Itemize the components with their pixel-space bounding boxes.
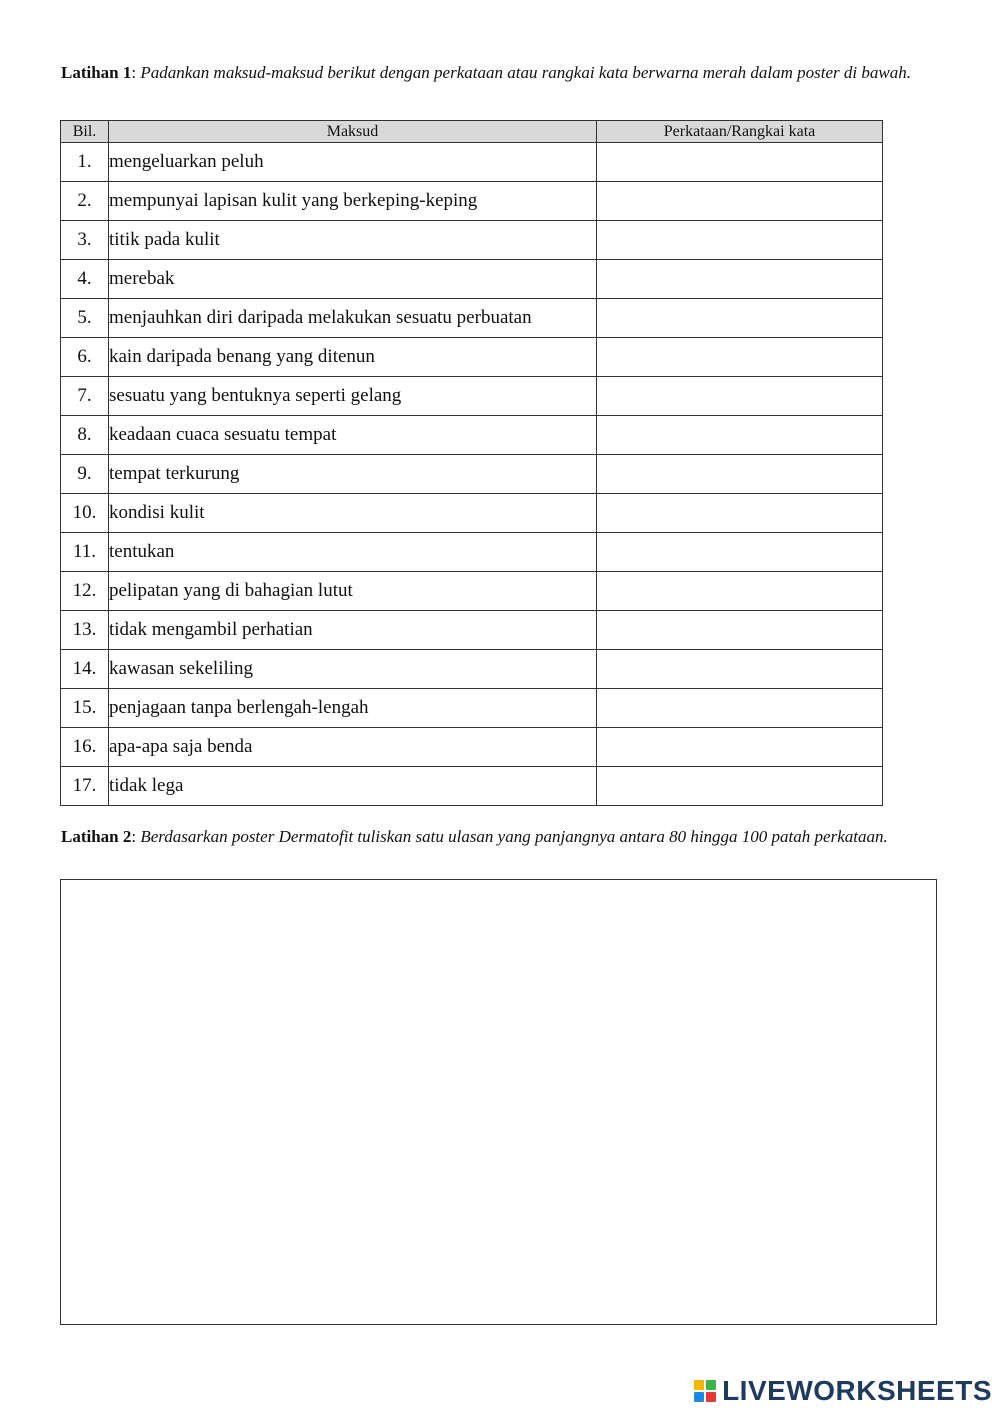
answer-cell[interactable] [597, 650, 883, 689]
table-row [61, 611, 883, 650]
table-row [61, 260, 883, 299]
table-row [61, 494, 883, 533]
row-maksud: kondisi kulit [109, 494, 597, 533]
header-bil: Bil. [61, 121, 109, 143]
row-number: 3. [61, 221, 109, 260]
table-row [61, 143, 883, 182]
answer-cell[interactable] [597, 416, 883, 455]
table-row [61, 377, 883, 416]
row-number: 5. [61, 299, 109, 338]
table-row [61, 299, 883, 338]
answer-cell[interactable] [597, 260, 883, 299]
row-maksud: kain daripada benang yang ditenun [109, 338, 597, 377]
row-maksud: mempunyai lapisan kulit yang berkeping-keping [109, 182, 597, 221]
row-number: 8. [61, 416, 109, 455]
row-number: 4. [61, 260, 109, 299]
latihan1-instruction [61, 61, 941, 84]
row-number: 12. [61, 572, 109, 611]
latihan2-separator: : [131, 827, 137, 846]
ulasan-answer-box[interactable] [60, 879, 937, 1325]
row-maksud: tempat terkurung [109, 455, 597, 494]
row-maksud: penjagaan tanpa berlengah-lengah [109, 689, 597, 728]
latihan2-title: Latihan 2 [61, 827, 132, 846]
row-maksud: apa-apa saja benda [109, 728, 597, 767]
latihan2-text: Berdasarkan poster Dermatofit tuliskan satu ulasan yang panjangnya antara 80 hingga 100 patah perkataan. [140, 827, 888, 846]
table-row [61, 416, 883, 455]
table-row [61, 767, 883, 806]
row-maksud: sesuatu yang bentuknya seperti gelang [109, 377, 597, 416]
answer-cell[interactable] [597, 728, 883, 767]
answer-cell[interactable] [597, 689, 883, 728]
row-maksud: keadaan cuaca sesuatu tempat [109, 416, 597, 455]
table-header-row [61, 121, 883, 143]
header-perkataan: Perkataan/Rangkai kata [597, 121, 883, 143]
row-number: 10. [61, 494, 109, 533]
row-maksud: tidak mengambil perhatian [109, 611, 597, 650]
answer-cell[interactable] [597, 338, 883, 377]
brand-name: LIVEWORKSHEETS [722, 1375, 992, 1406]
table-row [61, 728, 883, 767]
answer-cell[interactable] [597, 143, 883, 182]
table-row [61, 338, 883, 377]
row-number: 13. [61, 611, 109, 650]
answer-cell[interactable] [597, 221, 883, 260]
row-number: 16. [61, 728, 109, 767]
answer-cell[interactable] [597, 182, 883, 221]
liveworksheets-brand [694, 1375, 992, 1407]
row-number: 6. [61, 338, 109, 377]
header-maksud: Maksud [109, 121, 597, 143]
row-number: 14. [61, 650, 109, 689]
row-number: 2. [61, 182, 109, 221]
row-maksud: titik pada kulit [109, 221, 597, 260]
latihan2-instruction [61, 825, 941, 848]
row-number: 15. [61, 689, 109, 728]
answer-cell[interactable] [597, 572, 883, 611]
answer-cell[interactable] [597, 767, 883, 806]
row-maksud: tentukan [109, 533, 597, 572]
table-row [61, 221, 883, 260]
table-row [61, 182, 883, 221]
row-number: 9. [61, 455, 109, 494]
row-number: 17. [61, 767, 109, 806]
row-maksud: menjauhkan diri daripada melakukan sesuatu perbuatan [109, 299, 597, 338]
answer-cell[interactable] [597, 494, 883, 533]
row-maksud: kawasan sekeliling [109, 650, 597, 689]
answer-cell[interactable] [597, 611, 883, 650]
row-number: 1. [61, 143, 109, 182]
table-row [61, 572, 883, 611]
row-maksud: pelipatan yang di bahagian lutut [109, 572, 597, 611]
row-maksud: merebak [109, 260, 597, 299]
latihan1-title: Latihan 1 [61, 63, 132, 82]
row-maksud: mengeluarkan peluh [109, 143, 597, 182]
table-row [61, 533, 883, 572]
table-row [61, 650, 883, 689]
row-number: 7. [61, 377, 109, 416]
table-row [61, 455, 883, 494]
matching-table [60, 120, 883, 806]
row-maksud: tidak lega [109, 767, 597, 806]
answer-cell[interactable] [597, 377, 883, 416]
answer-cell[interactable] [597, 299, 883, 338]
answer-cell[interactable] [597, 455, 883, 494]
latihan1-separator: : [131, 63, 137, 82]
row-number: 11. [61, 533, 109, 572]
liveworksheets-logo-icon [694, 1380, 716, 1402]
table-row [61, 689, 883, 728]
answer-cell[interactable] [597, 533, 883, 572]
latihan1-text: Padankan maksud-maksud berikut dengan perkataan atau rangkai kata berwarna merah dalam poster di bawah. [140, 63, 911, 82]
